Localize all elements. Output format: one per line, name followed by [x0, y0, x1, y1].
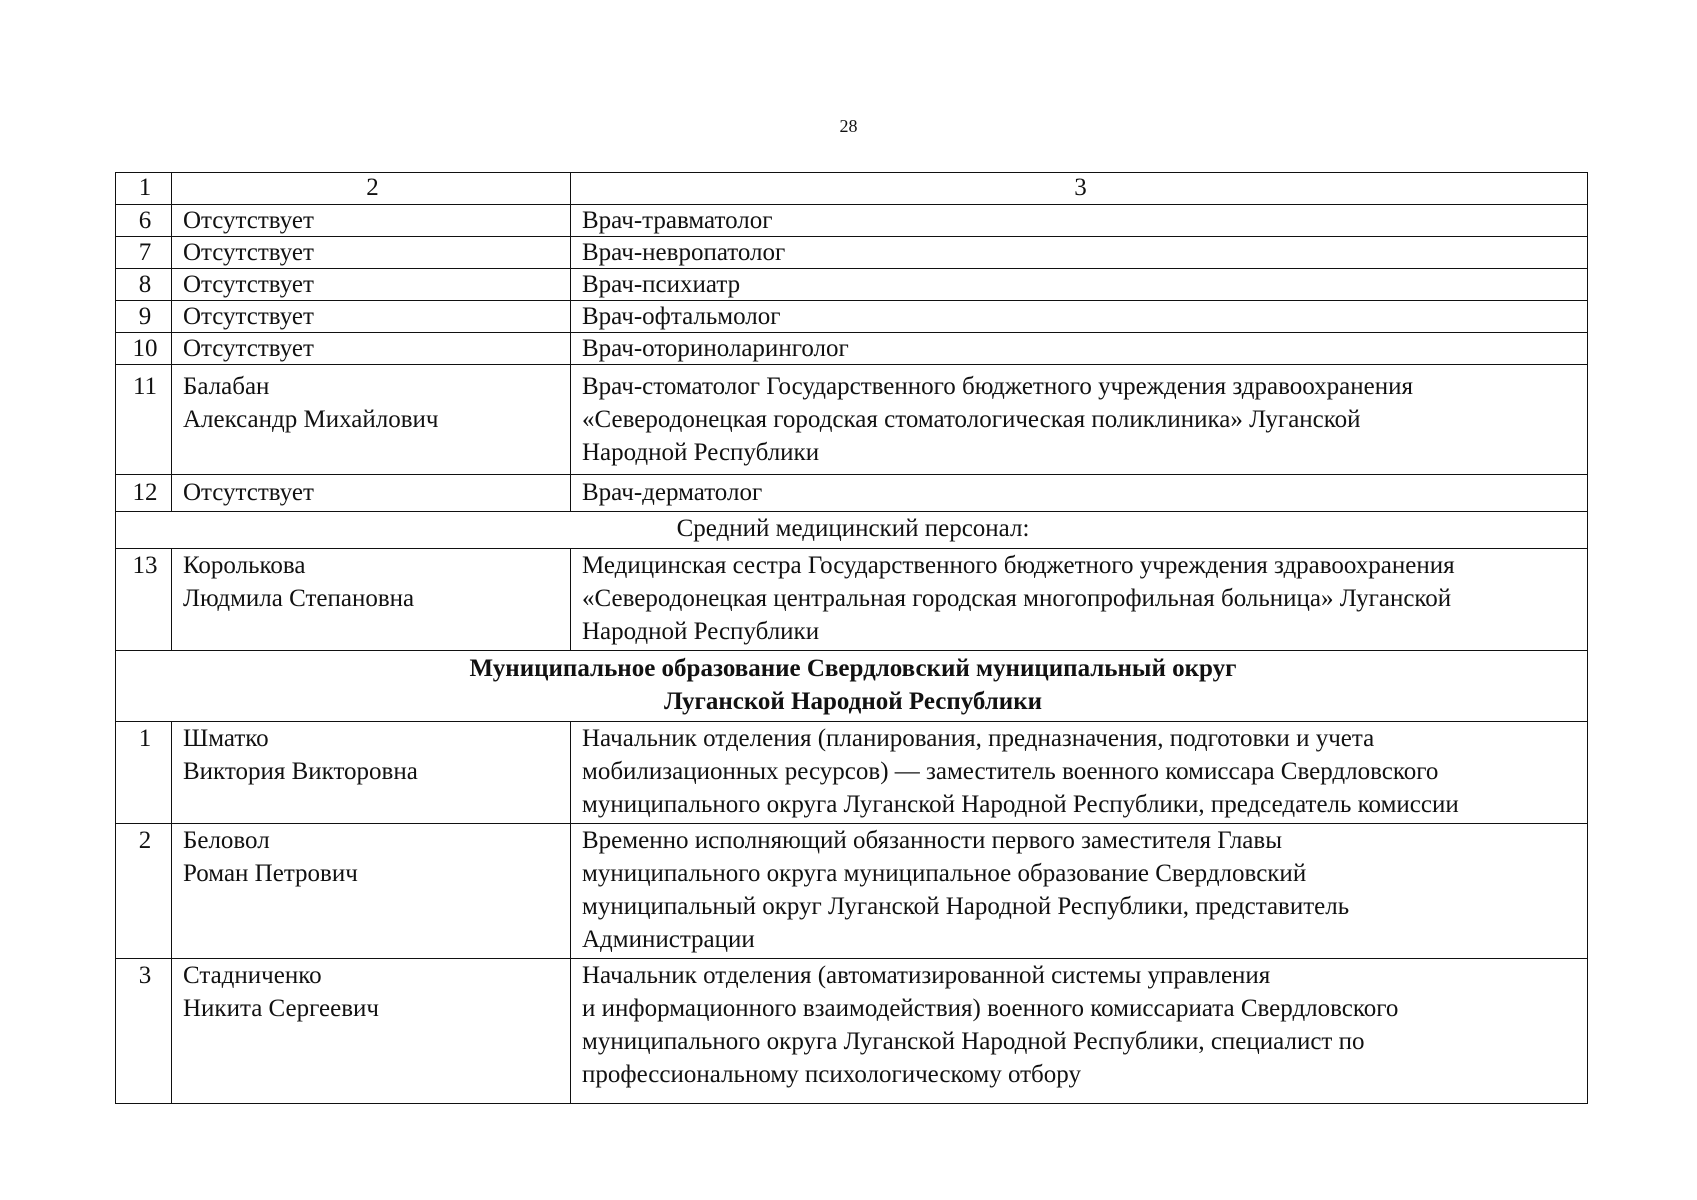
row-number: 10	[116, 333, 172, 365]
member-name: Балабан Александр Михайлович	[172, 365, 571, 475]
member-position: Врач-психиатр	[571, 269, 1588, 301]
column-header-1: 1	[116, 173, 172, 205]
member-name: Стадниченко Никита Сергеевич	[172, 959, 571, 1104]
member-name: Отсутствует	[172, 237, 571, 269]
row-number: 7	[116, 237, 172, 269]
section-heading-municipality: Муниципальное образование Свердловский муниципальный округ Луганской Народной Республики	[116, 651, 1588, 722]
member-position: Врач-травматолог	[571, 205, 1588, 237]
table-row	[116, 824, 1588, 959]
row-number: 13	[116, 549, 172, 651]
member-position: Врач-стоматолог Государственного бюджетного учреждения здравоохранения «Северодонецкая городская стоматологическая поликлиника» Луганской Народной Республики	[571, 365, 1588, 475]
member-name: Беловол Роман Петрович	[172, 824, 571, 959]
page-number: 28	[839, 116, 858, 136]
row-number: 11	[116, 365, 172, 475]
section-heading-medium-staff: Средний медицинский персонал:	[116, 512, 1588, 549]
member-name: Отсутствует	[172, 301, 571, 333]
member-position: Врач-дерматолог	[571, 475, 1588, 512]
table-row	[116, 205, 1588, 237]
row-number: 2	[116, 824, 172, 959]
table-row	[116, 475, 1588, 512]
column-header-2: 2	[172, 173, 571, 205]
row-number: 8	[116, 269, 172, 301]
row-number: 12	[116, 475, 172, 512]
member-name: Шматко Виктория Викторовна	[172, 722, 571, 824]
table-row	[116, 269, 1588, 301]
table-row	[116, 549, 1588, 651]
table-row	[116, 333, 1588, 365]
member-name: Отсутствует	[172, 333, 571, 365]
member-name: Отсутствует	[172, 475, 571, 512]
member-name: Королькова Людмила Степановна	[172, 549, 571, 651]
table-row	[116, 237, 1588, 269]
member-position: Временно исполняющий обязанности первого заместителя Главы муниципального округа муниципальное образование Свердловский муниципальный округ Луганской Народной Республики, представитель Администрации	[571, 824, 1588, 959]
member-position: Начальник отделения (планирования, предназначения, подготовки и учета мобилизационных ресурсов) — заместитель военного комиссара Свердловского муниципального округа Луганской Народной Республики, председатель комиссии	[571, 722, 1588, 824]
member-position: Врач-офтальмолог	[571, 301, 1588, 333]
table-row	[116, 959, 1588, 1104]
commission-table	[115, 172, 1588, 1104]
row-number: 6	[116, 205, 172, 237]
section-heading-row	[116, 651, 1588, 722]
table-row	[116, 722, 1588, 824]
section-heading-row	[116, 512, 1588, 549]
row-number: 3	[116, 959, 172, 1104]
member-name: Отсутствует	[172, 269, 571, 301]
row-number: 9	[116, 301, 172, 333]
member-position: Начальник отделения (автоматизированной системы управления и информационного взаимодействия) военного комиссариата Свердловского муниципального округа Луганской Народной Республики, специалист по профессиональному психологическому отбору	[571, 959, 1588, 1104]
member-position: Врач-оториноларинголог	[571, 333, 1588, 365]
member-position: Врач-невропатолог	[571, 237, 1588, 269]
member-position: Медицинская сестра Государственного бюджетного учреждения здравоохранения «Северодонецкая центральная городская многопрофильная больница» Луганской Народной Республики	[571, 549, 1588, 651]
table-header-row	[116, 173, 1588, 205]
member-name: Отсутствует	[172, 205, 571, 237]
row-number: 1	[116, 722, 172, 824]
table-row	[116, 301, 1588, 333]
column-header-3: 3	[571, 173, 1588, 205]
table-row	[116, 365, 1588, 475]
